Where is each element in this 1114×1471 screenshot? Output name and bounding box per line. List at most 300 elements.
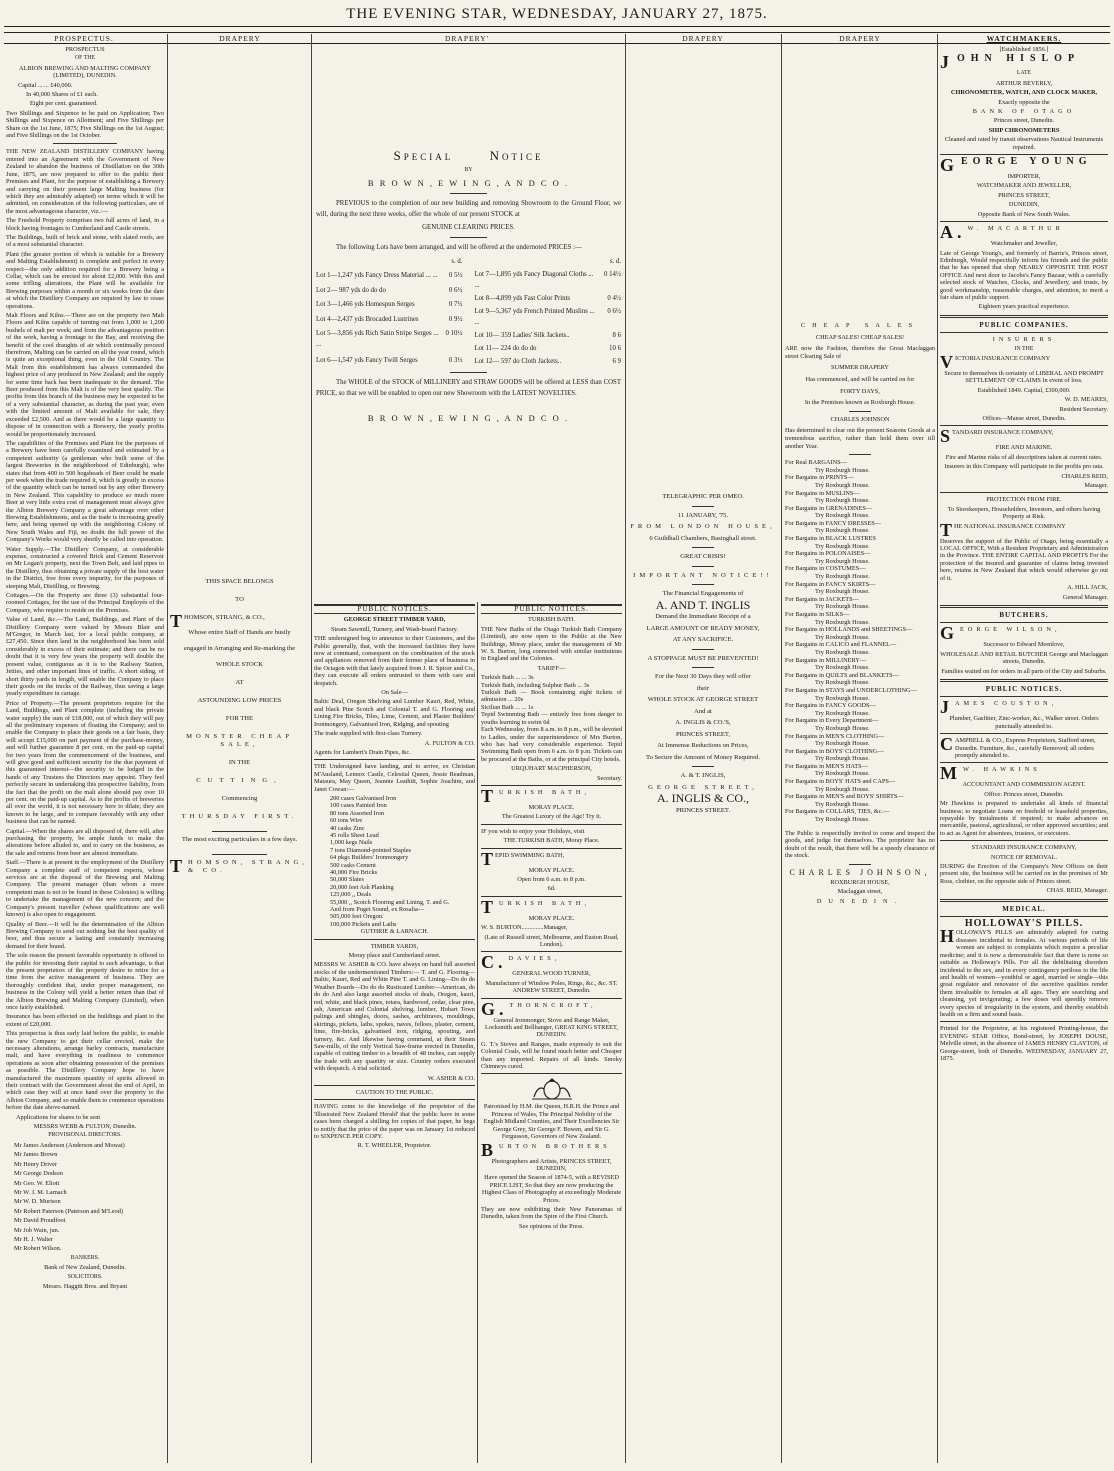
- millinery-paragraph: The WHOLE of the STOCK of MILLINERY and STRAW GOODS will be offered at LESS than COST PRICE, so that we will be enabled to open our new Showroom with the LATEST NOVELTIES.: [316, 379, 621, 397]
- director-name: Mr James Anderson (Anderson and Mowat): [14, 1141, 125, 1149]
- prospectus-paragraph: The capabilities of the Premises and Plant for the purposes of a Brewery have been carefully examined and estimated by a competent authority (a gentleman who built some of the largest Breweries in the neighborhood of Edinburgh), who states that from 400 to 500 hogsheads of Beer could be made per week when the trade required it, which is greatly in excess of the quantity which can be turned out by any other Brewery in New Zealand. This capability to produce so much more Beer at very little extra cost of management must always give the Albion Brewery Company a great advantage over other Brewing Establishments, and as the trade is increasing greatly here, and being opened up with the neighboring Colony of New South Wales and Fiji, no doubt the full power of the Company's Works would very shortly be called into operation.: [6, 439, 164, 544]
- ad-line: To Secure the Amount of Money Required.: [646, 753, 760, 761]
- tariff-item: Sicilian Bath ... ... 1s: [481, 703, 534, 711]
- shares-line: In 40,000 Shares of £1 each.: [26, 91, 98, 99]
- bargain-line: For Bargains in SILKS—: [785, 611, 850, 618]
- column-head-drapery-2: DRAPERY': [445, 34, 489, 43]
- divider: [940, 1021, 1108, 1022]
- lot-label: Lot 11— 224 do do do: [474, 345, 537, 352]
- notice-body: G. T.'s Stoves and Ranges, made expressly to suit the Colonial Coals, will be found much better and Cheaper than any imported. Repairs of all kinds. Smoky Chimneys cured.: [481, 1040, 622, 1071]
- capital-line: Capital ... ... £40,000.: [18, 81, 73, 89]
- ad-line: The Financial Engagements of: [662, 590, 744, 597]
- ad-line: DUNEDIN.: [816, 897, 904, 905]
- directors-list: [6, 1142, 164, 1253]
- lots-header: s. d.: [451, 258, 463, 265]
- bargain-try: Try Roxburgh House.: [815, 527, 870, 535]
- bargain-try: Try Roxburgh House.: [815, 542, 870, 550]
- ad-line: AT: [235, 679, 244, 686]
- ad-line: A. & T. INGLIS,: [680, 772, 726, 779]
- lot-price: 0 4½: [607, 295, 621, 302]
- ad-line: PROTECTION FROM FIRE.: [986, 496, 1062, 504]
- firm-name: HE NATIONAL INSURANCE COMPANY: [954, 522, 1066, 530]
- ad-line: 6 Guildhall Chambers, Basinghall street.: [649, 534, 757, 542]
- prospectus-paragraph: Cottages.—On the Property are three (3) substantial four-roomed Cottages, for the use of the Principal Employés of the Company, who require to reside on the Premises.: [6, 592, 164, 614]
- divider: [481, 896, 622, 897]
- notice-title: DAVIES,: [508, 955, 561, 963]
- ad-line: General Manager.: [1062, 593, 1108, 601]
- notice-line: Open from 6 a.m. to 8 p.m.: [517, 875, 586, 883]
- notice-body: Baltic Deal, Oregon Shelving and Lumber Kauri, Red, White, and black Pine Scotch and Colonial T. and G. Flooring and Lining Fire Bricks, Tiles, Lime, Cement, and Plaster Builders' Ironmongery, Galvanised Iron, Ridging, and spouting: [314, 698, 475, 728]
- notice-subtitle: Photographers and Artists, PRINCES STREET, DUNEDIN,: [491, 1157, 612, 1172]
- firm-name: EORGE WILSON,: [960, 626, 1061, 634]
- notice-line: Secretary.: [597, 774, 622, 782]
- bargain-try: Try Roxburgh House.: [815, 573, 870, 581]
- ad-line: A. INGLIS & CO.'S,: [675, 719, 731, 726]
- prospectus-paragraph: Price of Property.—The present proprietors require for the Land, Buildings, and Plant complete (including the private water supply) the sum of £18,000, out of which they will pay all the preliminary expenses of floating the Company; and to enable the Company to place their goods on a fair basis, they will accept £15,000 on part payment of the purchase-money, and will further guarantee 8 per cent. on the paid-up capital for two years from the commencement of the business, and will give good and sufficient security for the due payment of this guaranteed interest—the security to be lodged in the hands of any Trustees the Directors may appoint. They feel perfectly secure in undertaking this prospective liability, from the fact that the profit on the malt alone should pay over 10 per cent. on the paid-up capital. As to the profits of breweries all over the world, it is not necessary here to dilate; they are known to be large, and to compare favorably with any other business that can be named.: [6, 699, 164, 826]
- section-heading: PUBLIC NOTICES.: [314, 604, 475, 614]
- lot-label: Lot 3—1,466 yds Homespun Serges: [316, 301, 415, 309]
- bargain-try: Try Roxburgh House.: [815, 664, 870, 672]
- bargain-try: Try Roxburgh House.: [815, 785, 870, 793]
- drop-cap: C: [940, 734, 953, 755]
- ad-line: A STOPPAGE MUST BE PREVENTED!: [647, 654, 759, 662]
- drop-cap: J: [940, 52, 955, 73]
- firm-name: HOMSON, STRANG, & CO.,: [184, 614, 265, 621]
- lot-row: [475, 268, 622, 292]
- notice-body: Each Wednesday, from 8 a.m. to 8 p.m., will be devoted to Ladies, under the superintendence of Mrs Burton, who has had very considerable experience. Tepid Swimming Bath open from 6 a.m. to 8 p.m. Tickets can be procured at the Baths, or at the principal City hotels.: [481, 726, 622, 763]
- arrival-item: 100,000 Pickets and Laths: [330, 920, 397, 928]
- prospectus-paragraph: The Buildings, built of brick and stone, with slated roofs, are of a most substantial character.: [6, 233, 164, 249]
- tariff-list: [481, 674, 622, 726]
- ad-body: To Storekeepers, Householders, Investors, and others having Property at Risk.: [947, 505, 1101, 521]
- ad-line: BANK OF OTAGO: [972, 108, 1076, 116]
- ad-signature: CHAS. REID, Manager.: [1046, 887, 1108, 895]
- thomson-strang-ad: [170, 578, 309, 998]
- lot-row: [316, 298, 463, 312]
- notice-title: TIMBER YARDS,: [370, 942, 419, 950]
- lot-label: Lot 8—4,899 yds Fast Color Prints: [474, 295, 571, 302]
- notice-subtitle: Steam Sawmill, Turnery, and Wash-board Factory.: [331, 625, 458, 633]
- ad-line: THIS SPACE BELONGS: [205, 578, 274, 585]
- ad-body: WHOLESALE AND RETAIL BUTCHER George and Maclaggan streets, Dunedin.: [940, 650, 1108, 666]
- lot-label: Lot 1—1,247 yds Fancy Dress Material ... ...: [316, 272, 438, 280]
- divider: [314, 759, 475, 760]
- divider: [692, 667, 715, 668]
- divider: [314, 939, 475, 940]
- director-name: Mr James Brown: [14, 1151, 58, 1159]
- section-heading: PUBLIC NOTICES.: [481, 604, 622, 614]
- divider: [940, 605, 1108, 608]
- divider: [450, 237, 487, 238]
- arrival-item: 500 casks Cement: [330, 861, 376, 869]
- director-name: Mr H. J. Walter: [14, 1235, 54, 1243]
- intro-paragraph: PREVIOUS to the completion of our new building and removing Showroom to the Ground Floor, we will, during the next three weeks, offer the whole of our present STOCK at: [316, 200, 621, 218]
- divider: [692, 566, 715, 567]
- ad-line: Cleaned and rated by transit observations Nautical Instruments repaired.: [944, 136, 1104, 151]
- firm-name: B R O W N , E W I N G , A N D C O .: [367, 178, 570, 188]
- bargain-line: For Real BARGAINS—: [785, 459, 847, 467]
- column-head-rule: [4, 43, 1110, 44]
- prospectus-paragraph: THE NEW ZEALAND DISTILLERY COMPANY having entered into an Agreement with the Government of New Zealand to abandon the business of Distillation on the 30th June, 1875, are now prepared to offer to the public their Premises and Plant, for the purpose of establishing a Brewery and carrying on their present large Malting business (for which they are admirably adapted) on terms which it will be admitted, on consideration of the following particulars, are of the most advantageous character, viz.:—: [6, 148, 164, 215]
- notice-line: TARIFF—: [537, 664, 566, 672]
- notice-line: 6d.: [547, 885, 556, 893]
- bargain-try: Try Roxburgh House.: [815, 816, 870, 824]
- prospectus-paragraph: Water Supply.—The Distillery Company, at considerable expense, constructed a covered Brick and Cement Reservoir on Mr Logan's property, next the Town Belt, and laid pipes to the Distillery, thus obtaining a private supply of the best water in the District, free from every impurity, for the purposes of steeping Malt, Distilling, or Brewing.: [6, 545, 164, 590]
- divider: [481, 824, 622, 825]
- drop-cap: T: [940, 519, 953, 540]
- bargain-try: Try Roxburgh House.: [815, 800, 870, 808]
- notice-body: THE New Baths of the Otago Turkish Bath Company (Limited), are now open to the Public at the New Buildings, Moray place, under the management of Mr W. S. Burton, long connected with similar institutions in England and the Colonies.: [481, 625, 622, 663]
- divider: [481, 785, 622, 786]
- bargain-line: For Bargains in MUSLINS—: [785, 489, 860, 497]
- ad-line: Demand the Immediate Receipt of a: [655, 613, 751, 620]
- ad-line: ARE now the Fashion, therefore the Great Maclaggan street Clearing Sale of: [785, 345, 935, 360]
- lot-row: [475, 355, 622, 368]
- notice-line: See opinions of the Press.: [519, 1222, 584, 1230]
- arrival-item: 55,000 ,, Scotch Flooring and Lining, T. and G.: [330, 898, 450, 906]
- drop-cap: C.: [481, 952, 507, 973]
- lot-price: 0 3½: [448, 356, 463, 364]
- divider: [849, 411, 872, 412]
- lot-price: 0 14½: [604, 271, 621, 278]
- interest-line: Eight per cent. guaranteed.: [30, 100, 98, 108]
- section-heading: MEDICAL.: [1002, 904, 1046, 913]
- ad-line: CHARLES JOHNSON: [830, 415, 890, 423]
- ad-line: STANDARD INSURANCE COMPANY,: [971, 844, 1077, 852]
- clearing-prices: GENUINE CLEARING PRICES.: [422, 224, 515, 231]
- tariff-item: Turkish Bath, including Sulphur Bath ... 3s: [481, 681, 590, 689]
- director-name: Mr Geo. W. Eliott: [14, 1179, 60, 1187]
- notice-title: URTON BROTHERS: [499, 1142, 611, 1150]
- ad-body: Insurers in this Company will participate in the profits pro rata.: [944, 463, 1104, 471]
- ad-line: CUTTING,: [196, 777, 283, 784]
- section-heading: PUBLIC COMPANIES.: [979, 320, 1069, 329]
- notice-title: EPID SWIMMING BATH,: [495, 851, 565, 859]
- notice-title: TURKISH BATH.: [528, 616, 575, 624]
- divider: [849, 864, 872, 865]
- column-head-drapery-4: DRAPERY: [839, 34, 881, 43]
- bargain-line: For Bargains in JACKETS—: [785, 595, 859, 603]
- lots-left: [316, 255, 463, 368]
- bargain-line: For Bargains in MEN'S CLOTHING—: [785, 732, 885, 740]
- ad-line: DUNEDIN,: [1008, 201, 1040, 209]
- drop-cap: H: [940, 926, 955, 947]
- notice-body: Patronised by H.M. the Queen, H.R.H. the Prince and Princess of Wales, The Principal Nobility of the English Midland Counties, and Their Excellencies Sir George Grey, Sir George F. Bowen, and Sir G. Fergusson, Governors of New Zealand.: [483, 1103, 620, 1141]
- apply-line: Applications for shares to be sent: [16, 1113, 101, 1121]
- notice-line: The Greatest Luxury of the Age! Try it.: [501, 813, 602, 821]
- drop-cap: T: [170, 856, 187, 876]
- arrivals-list: [314, 795, 475, 928]
- ad-line: Eighteen years practical experience.: [978, 303, 1070, 311]
- lots-right: [475, 255, 622, 368]
- ad-line: Offices—Manse street, Dunedin.: [982, 415, 1066, 422]
- drop-cap: N: [489, 150, 503, 163]
- drop-cap: J: [940, 697, 953, 718]
- ad-line: IMPORTANT NOTICE!!: [633, 571, 773, 579]
- divider: [940, 622, 1108, 623]
- divider: [692, 506, 715, 507]
- drop-cap: A.: [940, 222, 966, 243]
- divider: [481, 1073, 622, 1074]
- bargain-line: For Bargains in STAYS and UNDERCLOTHING—: [785, 686, 917, 694]
- director-name: Mr Robert Wilson.: [14, 1245, 62, 1253]
- ad-line: 11 JANUARY, '75.: [677, 511, 729, 519]
- prospectus-paragraph: Quality of Beer.—It will be the determination of the Albion Brewing Company to send out nothing but the best quality of beer, and thus secure a lasting and constantly increasing demand for their brand.: [6, 920, 164, 950]
- bargain-try: Try Roxburgh House.: [815, 512, 870, 520]
- bargain-try: Try Roxburgh House.: [815, 633, 870, 641]
- arrival-item: 60 tons Wire: [330, 817, 363, 825]
- notice-word: OTICE: [502, 152, 544, 162]
- ad-line: ROXBURGH HOUSE,: [830, 878, 890, 886]
- ad-line: ACCOUNTANT AND COMMISSION AGENT.: [962, 781, 1086, 789]
- ad-line: Exactly opposite the: [998, 98, 1050, 106]
- arrival-item: 1,000 kegs Nails: [330, 839, 373, 847]
- divider: [481, 848, 622, 849]
- ad-line: PRINCES STREET,: [998, 191, 1050, 199]
- arrival-item: 100 cases Painted Iron: [330, 802, 387, 810]
- bargain-try: Try Roxburgh House.: [815, 770, 870, 778]
- ad-line: engaged in Arranging and Re-marking the: [183, 645, 296, 652]
- column-divider: [781, 34, 782, 1463]
- drop-cap: B: [481, 1139, 498, 1160]
- bargain-line: For Bargains in COLLARS, TIES, &c.—: [785, 808, 890, 816]
- prospectus-column: [6, 46, 164, 1464]
- column-head-drapery-3: DRAPERY: [682, 34, 724, 43]
- bargain-try: Try Roxburgh House.: [815, 755, 870, 763]
- tariff-item: Turkish Bath — Book containing eight tickets of admission ... 20s: [481, 689, 622, 704]
- drop-cap: M: [940, 763, 961, 784]
- firm-signature: B R O W N , E W I N G , A N D C O .: [367, 413, 570, 423]
- notice-body: Manufacturer of Window Poles, Rings, &c., &c. ST. ANDREW STREET, Dunedin.: [485, 979, 618, 995]
- masthead: THE EVENING STAR, WEDNESDAY, JANUARY 27, 1875.: [346, 6, 768, 22]
- notice-subtitle: General Ironmonger, Stove and Range Maker, Locksmith and Bellhanger, GREAT KING STREET, DUNEDIN.: [485, 1016, 618, 1039]
- lot-row: [475, 292, 622, 305]
- ad-line: their: [696, 684, 710, 692]
- lot-row: [475, 305, 622, 329]
- prospectus-paragraph: The sole reason the present favorable opportunity is offered to the public for investing their capital to such advantage, is that the present proprietors of the property desire to retire for a time from the active management of business. They are thoroughly confident that, under proper management, no business in the Colony will yield a better return than that of the Albion Brewing and Malting Company (Limited), when once fairly established.: [6, 952, 164, 1011]
- column-divider: [167, 34, 168, 1463]
- divider: [450, 193, 487, 194]
- ad-line: The most exciting particulars in a few days.: [181, 836, 298, 843]
- ad-line: WHOLE STOCK: [216, 661, 263, 668]
- ad-line: IMPORTER,: [1007, 173, 1041, 181]
- firm-name: TANDARD INSURANCE COMPANY,: [952, 429, 1054, 437]
- column-divider: [477, 602, 478, 1463]
- lot-row: [316, 313, 463, 327]
- bargain-line: For Bargains in FANCY GOODS—: [785, 702, 876, 710]
- prospectus-paragraph: Plant (the greater portion of which is suitable for a Brewery and Malting Establishment) is complete and perfect in every respect—the only addition required for a Brewery being a Cellar, which can be erected for about £2,000. With this and some trifling alterations, the Plant will be available for Brewing purposes within a month or six weeks from the date at which the Distillery Company are required by law to cease operations.: [6, 250, 164, 310]
- ad-body: DURING the Erection of the Company's New Offices on their present site, the business will be carried on in the premises of Mr Ross, clothier, on the opposite side of Princes street.: [940, 863, 1108, 885]
- ad-line: ASTOUNDING LOW PRICES: [197, 697, 282, 704]
- ad-body: OLLOWAY'S PILLS are admirably adapted for curing diseases incidental to females. At various periods of life women are subject to complaints which require a peculiar medicine; and it is now a demonstrable fact that there is none so suitable as Holloway's Pills. For all the debilitating disorders incidental to the sex, and in every contingency perilous to the life and health of women—youthful or aged, married or single—this great regulator and renovator of the secretive qualities render them invaluable to females at all ages. They are searching and cleansing, yet invigorating; a few doses will speedily remove every species of irregularity in the system, and thereby establish health on a firm and sound basis.: [940, 929, 1108, 1018]
- lots-header: s. d.: [609, 258, 621, 265]
- ad-line: Has determined to clear out the present Seasons Goods at a tremendous sacrifice, rather than hold them over till another Year.: [785, 427, 935, 450]
- notice-line: IF you wish to enjoy your Holidays, visit: [481, 827, 585, 835]
- ad-line: Has commenced, and will be carried on for: [805, 375, 915, 383]
- ad-line: GEORGE STREET,: [648, 783, 758, 791]
- bargain-line: For Bargains in MILLINERY—: [785, 656, 867, 664]
- director-name: Mr David Proudfoot: [14, 1217, 66, 1225]
- firm-name: HOLLOWAY'S PILLS.: [964, 918, 1084, 930]
- notice-title: URKISH BATH,: [499, 788, 591, 796]
- arrival-item: 7 tons Diamond-pointed Staples: [330, 846, 411, 854]
- lot-price: 0 9½: [448, 315, 463, 323]
- bargain-line: For Bargains in BLACK LUSTRES: [785, 535, 876, 543]
- ad-line: PRINCES STREET,: [675, 730, 731, 738]
- divider: [212, 831, 268, 832]
- firm-signature: A. INGLIS & CO.,: [657, 791, 749, 805]
- firm-signature: CHARLES JOHNSON,: [789, 868, 931, 877]
- ad-body: AMPBELL & CO., Express Proprietors, Stafford street, Dunedin. Furniture, &c., carefully Removed; all orders promptly attended to.: [955, 737, 1096, 759]
- divider: [53, 143, 116, 144]
- director-name: Mr George Dodson: [14, 1170, 63, 1178]
- divider: [940, 154, 1108, 155]
- ad-line: Whose entire Staff of Hands are busily: [188, 629, 291, 636]
- solicitors-line: Messrs. Haggitt Bros. and Bryant: [42, 1282, 128, 1290]
- ad-line: The Public is respectfully invited to come and inspect the goods, and judge for themselves. The proprietor has no doubt of the result, that there will be a speedy clearance of the stock.: [785, 829, 935, 860]
- column-head-watchmakers: WATCHMAKERS.: [986, 34, 1062, 43]
- solicitors-heading: SOLICITORS.: [67, 1273, 103, 1280]
- notice-line: (Late of Russell street, Melbourne, and Euston Road, London).: [484, 933, 619, 948]
- bargain-line: For Bargains in MEN'S and BOYS' SHIRTS—: [785, 793, 904, 801]
- divider: [849, 454, 872, 455]
- prospectus-paragraph: Staff.—There is at present in the employment of the Distillery Company a complete staff of competent experts, whose services are at the disposal of the Brewing and Malting Company. The present manager (than whom a more competent man is not to be found in these Colonies) is willing to undertake the management of the new concern; and the Company's present traveller (whose qualifications are well known) is also open to engagement.: [6, 859, 164, 919]
- bargain-try: Try Roxburgh House.: [815, 709, 870, 717]
- bargain-try: Try Roxburgh House.: [815, 603, 870, 611]
- notice-subtitle: MORAY PLACE.: [528, 803, 575, 811]
- lot-row: [316, 354, 463, 368]
- drop-cap: S: [393, 150, 404, 163]
- notice-line: The trade supplied with first-class Turnery.: [314, 730, 423, 738]
- ad-body: Late of George Young's, and formerly of Barrie's, Princes street, Edinburgh, Would respectfully inform his friends and the public that he has opened that shop NEARLY OPPOSITE THE POST OFFICE And next door to Jacobs's Fancy Bazaar, with a carefully selected stock of Watches, Clocks, and Jewellery, and trusts, by good workmanship, reasonable charges, and attention, to merit a fair share of public support.: [940, 249, 1108, 301]
- arrival-item: 40,000 Fire Bricks: [330, 869, 378, 876]
- ad-line: And at: [694, 707, 712, 715]
- royal-crest-icon: [530, 1077, 574, 1101]
- ad-signature: CHARLES REID,: [1061, 472, 1108, 480]
- masthead-rule: [4, 26, 1110, 27]
- divider: [314, 1099, 475, 1100]
- divider: [940, 332, 1108, 333]
- notice-signature: R. T. WHEELER, Proprietor.: [357, 1142, 432, 1150]
- ad-line: TO: [235, 596, 244, 603]
- divider: [692, 547, 715, 548]
- ad-line: SHIP CHRONOMETERS: [988, 126, 1060, 134]
- public-notices-left: [314, 604, 475, 1466]
- firm-name: EORGE YOUNG: [961, 156, 1092, 168]
- ad-line: FIRE AND MARINE.: [995, 444, 1053, 452]
- lot-price: 0 7½: [448, 301, 463, 309]
- prospectus-of-the: OF THE: [74, 55, 96, 62]
- drop-cap: G: [940, 155, 960, 176]
- prospectus-heading: PROSPECTUS: [65, 46, 105, 53]
- ad-body: Families waited on for orders in all parts of the City and Suburbs.: [941, 667, 1107, 675]
- ad-line: THURSDAY FIRST.: [181, 813, 298, 820]
- ad-body: Plumber, Gasfitter, Zinc-worker, &c., Walker street. Orders punctually attended to.: [949, 715, 1099, 730]
- inglis-ad: [628, 492, 778, 892]
- bargain-line: For Bargains in QUILTS and BLANKETS—: [785, 671, 899, 679]
- lot-row: [316, 327, 463, 354]
- ad-line: CHEAP SALES! CHEAP SALES!: [815, 333, 905, 341]
- column-divider: [625, 34, 626, 1463]
- column-head-drapery-1: DRAPERY: [219, 34, 261, 43]
- directors-heading: PROVISIONAL DIRECTORS.: [48, 1132, 122, 1139]
- ad-line: At Immense Reductions on Prices,: [657, 742, 749, 749]
- lots-table: [316, 255, 621, 368]
- column-divider: [311, 34, 312, 1463]
- lot-label: Lot 2— 987 yds do do do: [316, 286, 386, 294]
- divider: [692, 766, 715, 767]
- bargain-line: For Bargains in POLONAISES—: [785, 550, 871, 558]
- arrival-item: 200 cases Galvanised Iron: [330, 794, 397, 802]
- bargain-try: Try Roxburgh House.: [815, 588, 870, 596]
- roxburgh-house-ad: [785, 322, 935, 1042]
- ad-line: ARTHUR BEVERLY,: [995, 79, 1053, 87]
- payment-terms: Two Shillings and Sixpence to be paid on Application; Two Shillings and Sixpence on Allotment; and Five Shillings per Share on the 1st June, 1875; Five Shillings on the 1st August; and Five Shillings on the 1st October.: [6, 109, 164, 140]
- ad-signature: A. HILL JACK,: [1067, 584, 1108, 592]
- divider: [692, 584, 715, 585]
- ad-line: INSURERS: [992, 336, 1056, 344]
- lot-price: 0 5½: [448, 272, 463, 280]
- divider: [940, 315, 1108, 318]
- notice-subtitle: Moray place and Cumberland street.: [348, 952, 441, 960]
- ad-line: LATE: [1016, 70, 1032, 77]
- drop-cap: T: [481, 785, 498, 806]
- ad-line: FORTY DAYS,: [840, 387, 880, 395]
- arrival-item: 125,000 ,, Deals: [330, 891, 372, 899]
- director-name: Mr Robert Paterson (Paterson and M'Leod): [14, 1207, 124, 1215]
- notice-title: CAUTION TO THE PUBLIC.: [355, 1088, 434, 1096]
- arrival-item: And from Puget Sound, ex Rosalia—: [330, 906, 425, 914]
- ad-line: IN THE: [228, 759, 251, 766]
- ad-line: Princes street, Dunedin.: [993, 117, 1055, 125]
- brown-ewing-ad: [316, 150, 621, 600]
- special-word: PECIAL: [403, 152, 453, 162]
- firm-name: OHN HISLOP: [957, 53, 1081, 65]
- ad-line: SUMMER DRAPERY: [831, 364, 889, 372]
- ad-body: Deserves the support of the Public of Otago, being essentially a LOCAL OFFICE, With a Resident Proprietary and Administration in the Province. THE ENTIRE CAPITAL AND PROFITS For the protection of the insured and guarantee of claims being invested here, retains in New Zealand that which would otherwise go out of it.: [940, 537, 1108, 582]
- bargain-line: For Bargains in BOYS' CLOTHING—: [785, 747, 884, 755]
- bargain-try: Try Roxburgh House.: [815, 557, 870, 565]
- bargain-try: Try Roxburgh House.: [815, 740, 870, 748]
- notice-body: THE Undersigned have landing, and to arrive, ex Christian M'Ausland, Lennox Castle, Celestial Queen, Jessie Readman, Mataura, May Queen, Jeannie Leathitt, Sophie Joachim, and Janet Cowan:—: [314, 763, 475, 793]
- divider: [940, 679, 1108, 682]
- ad-line: Successor to Edward Meenlove,: [983, 641, 1065, 649]
- director-name: Mr Henry Driver: [14, 1160, 58, 1168]
- drop-cap: T: [481, 896, 498, 917]
- ad-line: FOR THE: [225, 715, 254, 722]
- ad-line: Established 1849. Capital, £300,000.: [977, 386, 1071, 394]
- lot-price: 6 9: [612, 358, 621, 365]
- divider: [212, 854, 268, 855]
- bargain-list: [785, 459, 935, 824]
- bargain-line: For Bargains in COSTUMES—: [785, 565, 866, 573]
- prospectus-paragraph: The Freehold Property comprises two full acres of land, in a block having frontages to Cumberland and Castle streets.: [6, 217, 164, 232]
- lot-price: 8 6: [612, 332, 621, 339]
- notice-subtitle: GENERAL WOOD TURNER,: [512, 970, 591, 978]
- lot-label: Lot 7—1,895 yds Fancy Diagonal Cloths ... ...: [474, 271, 594, 289]
- notice-line: On Sale—: [381, 689, 408, 697]
- divider: [940, 916, 1108, 917]
- ad-body: Mr Hawkins is prepared to undertake all kinds of financial business; to negotiate Loans on freehold or leasehold properties, repayable by instalments if required; to make advances on mercantile, pastoral, agricultural, or other approved securities; and to act as Agent for absentees, trustees, or executors.: [940, 800, 1108, 837]
- notice-title: URKISH BATH,: [499, 899, 591, 907]
- bargain-try: Try Roxburgh House.: [815, 497, 870, 505]
- divider: [940, 762, 1108, 763]
- arrival-item: 64 pkgs Builders' Ironmongery: [330, 854, 409, 862]
- prospectus-paragraph: Insurance has been effected on the buildings and plant to the extent of £20,000.: [6, 1013, 164, 1028]
- director-name: Mr W. D. Murison: [14, 1198, 61, 1206]
- lot-price: 0 10½: [445, 329, 463, 337]
- lot-label: Lot 5—3,856 yds Rich Satin Stripe Serges ... ...: [316, 329, 439, 348]
